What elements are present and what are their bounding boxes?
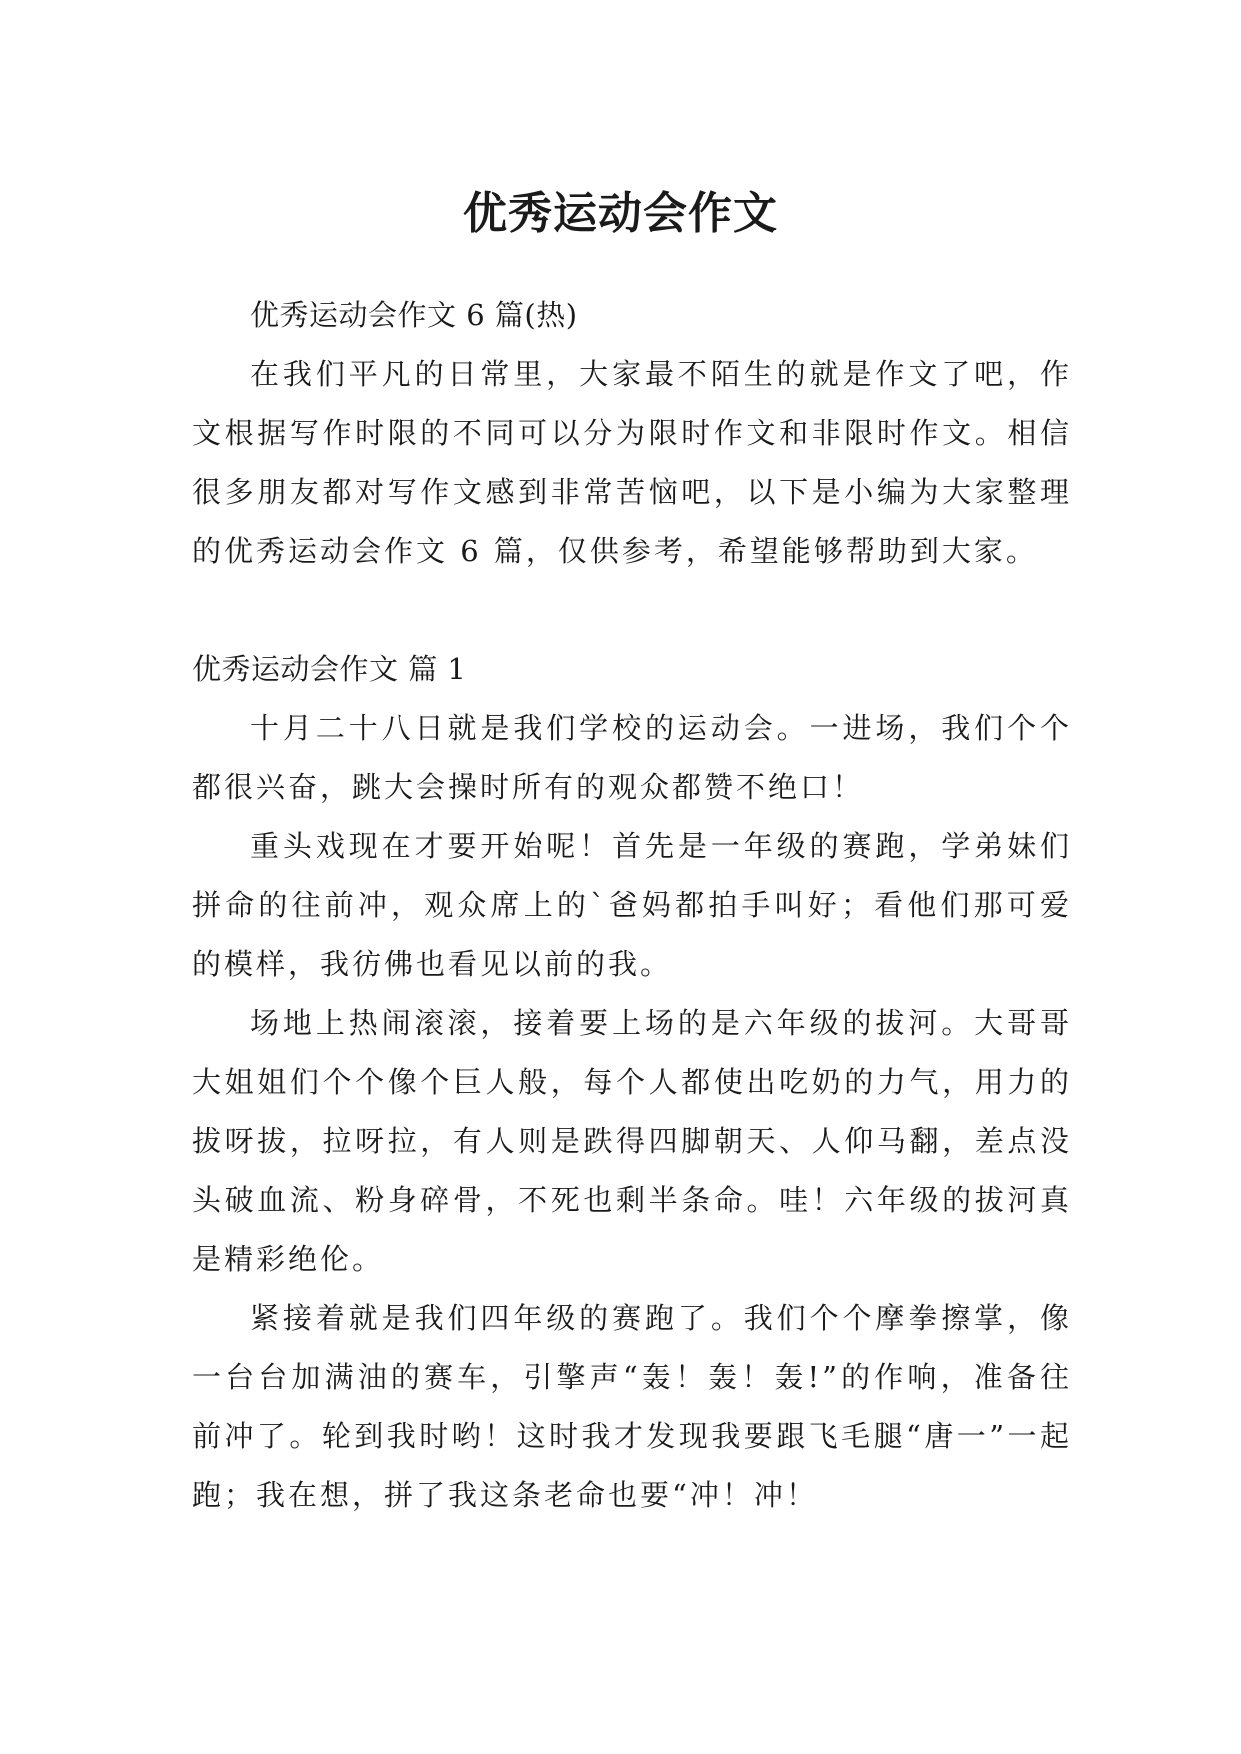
section-heading: 优秀运动会作文 篇 1 <box>192 652 467 686</box>
body-paragraph: 场地上热闹滚滚，接着要上场的是六年级的拔河。大哥哥大姐姐们个个像个巨人般，每个人都使出吃奶的力气，用力的拔呀拔，拉呀拉，有人则是跌得四脚朝天、人仰马翻，差点没头破血流、粉身碎骨，不死也剩半条命。哇！六年级的拔河真是精彩绝伦。 <box>192 1006 1072 1276</box>
document-title: 优秀运动会作文 <box>463 188 778 240</box>
document-body <box>192 286 1072 1525</box>
body-paragraph: 十月二十八日就是我们学校的运动会。一进场，我们个个都很兴奋，跳大会操时所有的观众都赞不绝口！ <box>192 711 1072 804</box>
section-spacer <box>192 581 1072 640</box>
subtitle: 优秀运动会作文 6 篇(热) <box>250 298 578 332</box>
body-paragraph: 重头戏现在才要开始呢！首先是一年级的赛跑，学弟妹们拼命的往前冲，观众席上的`爸妈都拍手叫好；看他们那可爱的模样，我彷佛也看见以前的我。 <box>192 829 1072 981</box>
intro-paragraph: 在我们平凡的日常里，大家最不陌生的就是作文了吧，作文根据写作时限的不同可以分为限时作文和非限时作文。相信很多朋友都对写作文感到非常苦恼吧，以下是小编为大家整理的优秀运动会作文 6 篇，仅供参考，希望能够帮助到大家。 <box>192 357 1072 568</box>
body-paragraph: 紧接着就是我们四年级的赛跑了。我们个个摩拳擦掌，像一台台加满油的赛车，引擎声“轰！轰！轰!”的作响，准备往前冲了。轮到我时哟！这时我才发现我要跟飞毛腿“唐一”一起跑；我在想，拼了我这条老命也要“冲！冲！ <box>192 1301 1072 1512</box>
